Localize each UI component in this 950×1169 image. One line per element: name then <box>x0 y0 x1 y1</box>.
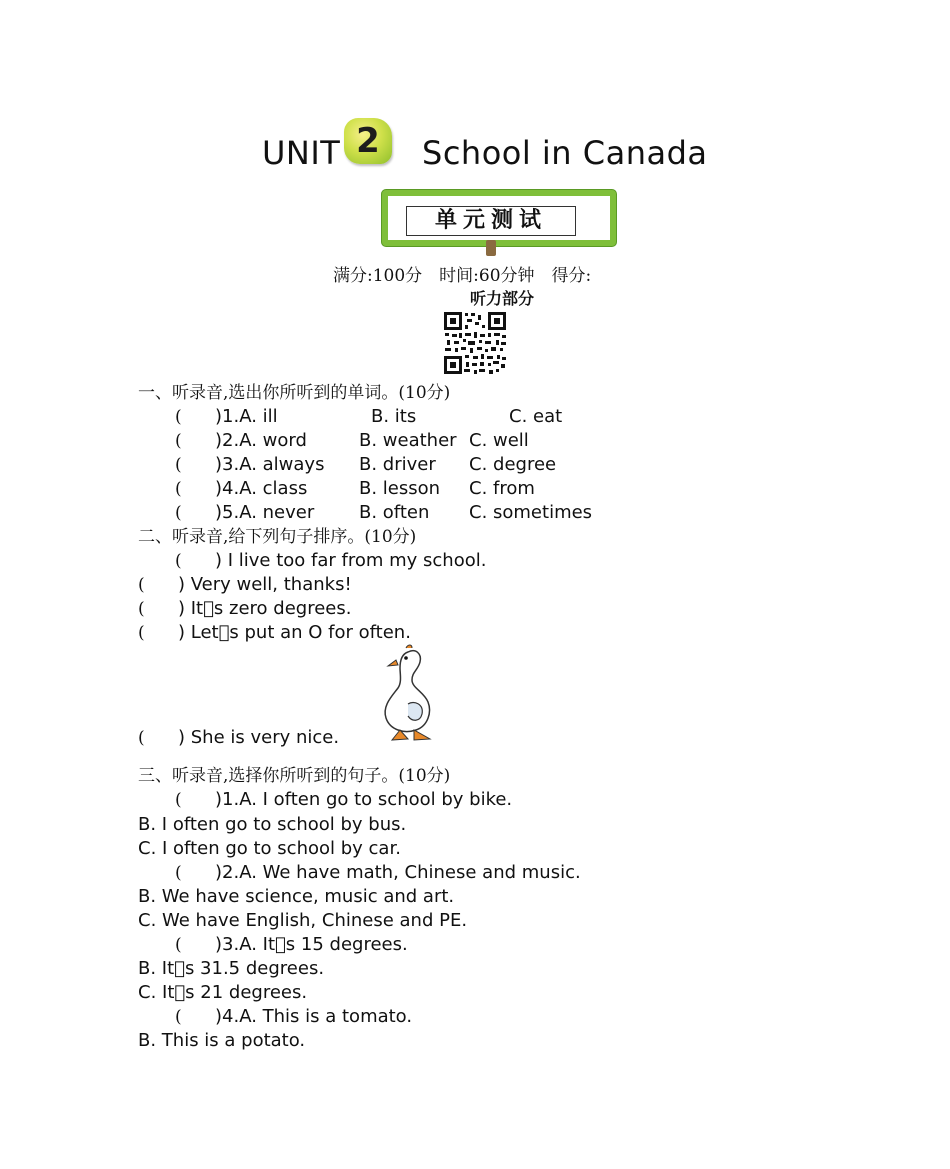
section2-heading: 二、听录音,给下列句子排序。(10分) <box>138 527 417 547</box>
question-option-b: B. I often go to school by bus. <box>138 814 407 835</box>
unit-title-text: School in Canada <box>422 134 708 172</box>
item-option-a: )5.A. never <box>215 502 315 523</box>
unit-number-badge <box>344 118 392 164</box>
answer-paren: ( <box>138 599 145 619</box>
score-info: 满分:100分 时间:60分钟 得分: <box>333 266 592 286</box>
sign-label: 单元测试 <box>406 206 576 236</box>
answer-paren: ( <box>175 503 182 523</box>
question-option-b: B. It s 31.5 degrees. <box>138 958 325 979</box>
item-option-c: C. sometimes <box>469 502 593 523</box>
item-option-a: )2.A. word <box>215 430 307 451</box>
item-option-c: C. degree <box>469 454 557 475</box>
item-option-b: B. driver <box>359 454 436 475</box>
item-option-b: B. weather <box>359 430 457 451</box>
answer-paren: ( <box>175 790 182 810</box>
item-option-b: B. often <box>359 502 430 523</box>
sentence-item: ) I live too far from my school. <box>215 550 487 571</box>
goose-illustration <box>378 644 440 744</box>
answer-paren: ( <box>175 935 182 955</box>
section3-heading: 三、听录音,选择你所听到的句子。(10分) <box>138 766 451 786</box>
question-option-a: )2.A. We have math, Chinese and music. <box>215 862 581 883</box>
sign-post <box>486 240 496 256</box>
qr-code-icon[interactable] <box>443 311 507 375</box>
section1-heading: 一、听录音,选出你所听到的单词。(10分) <box>138 383 451 403</box>
question-option-c: C. We have English, Chinese and PE. <box>138 910 468 931</box>
answer-paren: ( <box>175 431 182 451</box>
answer-paren: ( <box>175 551 182 571</box>
answer-paren: ( <box>175 1007 182 1027</box>
unit-title <box>0 116 950 176</box>
item-option-a: )3.A. always <box>215 454 325 475</box>
question-option-a: )1.A. I often go to school by bike. <box>215 789 513 810</box>
item-option-c: C. eat <box>509 406 563 427</box>
answer-paren: ( <box>175 407 182 427</box>
item-option-b: B. its <box>371 406 417 427</box>
item-option-a: )4.A. class <box>215 478 308 499</box>
answer-paren: ( <box>138 728 145 748</box>
sign-board <box>382 190 616 246</box>
unit-test-sign <box>378 186 608 258</box>
item-option-c: C. from <box>469 478 535 499</box>
answer-paren: ( <box>175 455 182 475</box>
question-option-c: C. I often go to school by car. <box>138 838 401 859</box>
sentence-item: ) Very well, thanks! <box>178 574 352 595</box>
unit-number: 2 <box>356 121 380 161</box>
answer-paren: ( <box>138 623 145 643</box>
question-option-b: B. We have science, music and art. <box>138 886 455 907</box>
answer-paren: ( <box>175 479 182 499</box>
question-option-a: )4.A. This is a tomato. <box>215 1006 413 1027</box>
sentence-item: ) It s zero degrees. <box>178 598 352 619</box>
sentence-item: ) Let s put an O for often. <box>178 622 411 643</box>
item-option-c: C. well <box>469 430 529 451</box>
item-option-b: B. lesson <box>359 478 441 499</box>
question-option-a: )3.A. It s 15 degrees. <box>215 934 408 955</box>
sentence-item: ) She is very nice. <box>178 727 340 748</box>
unit-word: UNIT <box>262 134 341 172</box>
question-option-b: B. This is a potato. <box>138 1030 306 1051</box>
answer-paren: ( <box>138 575 145 595</box>
item-option-a: )1.A. ill <box>215 406 278 427</box>
answer-paren: ( <box>175 863 182 883</box>
question-option-c: C. It s 21 degrees. <box>138 982 308 1003</box>
listening-part-label: 听力部分 <box>470 289 535 308</box>
